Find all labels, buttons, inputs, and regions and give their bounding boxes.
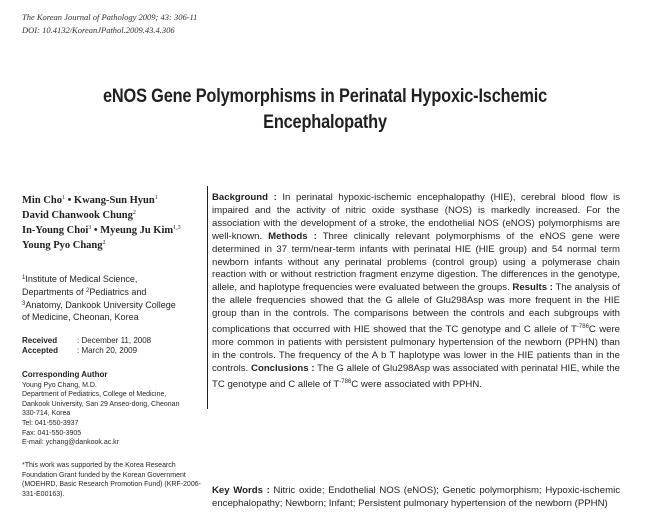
keywords [212, 485, 620, 511]
affiliation-line [22, 272, 212, 285]
author-affil-mark: 3 [88, 225, 92, 231]
funding-note: *This work was supported by the Korea Research Foundation Grant funded by the Korean Government (MOEHRD, Basic Research Promotion Fund) (KRF-2006-331-E00163). [22, 462, 201, 498]
background-label: Background : [212, 192, 277, 203]
background-text: In perinatal hypoxic-ischemic encephalopathy (HIE), cerebral blood flow is impaired and the activity of nitric oxide systhase (NOS) is markedly increased. For the association with the development of a stroke, the endothelial NOS (eNOS) polymorphisms are well-known. [212, 192, 620, 242]
keywords-text: Nitric oxide; Endothelial NOS (eNOS); Genetic polymorphism; Hypoxic-ischemic encephalopathy; Newborn; Infant; Persistent pulmonary hypertension of the newborn (PPHN) [212, 485, 620, 509]
corresponding-author [22, 370, 212, 448]
author-separator: • [64, 195, 74, 206]
article-title [80, 84, 570, 136]
affil-mark: 3 [22, 301, 26, 307]
author-line [22, 237, 212, 252]
author-name: Myeung Ju Kim [100, 225, 174, 236]
superscript: -786 [576, 324, 589, 331]
author-line [22, 207, 212, 222]
received-label: Received [22, 336, 58, 345]
abstract-divider [207, 186, 208, 409]
affil-text: Pediatrics and [89, 287, 147, 297]
author-affil-mark: 1,3 [173, 225, 181, 231]
affil-text: of Medicine, Cheonan, Korea [22, 312, 139, 322]
affiliation-line [22, 285, 212, 298]
journal-citation: The Korean Journal of Pathology 2009; 43: 306-11 [22, 12, 198, 22]
title-line-1: eNOS Gene Polymorphisms in Perinatal Hypoxic-Ischemic [102, 86, 548, 107]
author-affil-mark: 1 [154, 195, 158, 201]
corr-line: Young Pyo Chang, M.D. [22, 381, 97, 389]
corr-line: Department of Pediatrics, College of Medicine, [22, 391, 167, 399]
author-separator: • [91, 225, 101, 236]
title-line-2: Encephalopathy [263, 112, 387, 133]
corr-email: E-mail: ychang@dankook.ac.kr [22, 439, 119, 447]
author-line [22, 222, 212, 237]
conclusions-label: Conclusions : [251, 362, 315, 374]
journal-header [22, 11, 197, 37]
results-text: The analysis of the allele frequencies showed that the G allele of Glu298Asp was more frequent in the HIE group than in the controls. The comparisons between the controls and each subgroups with complications that occurred with HIE showed that the TC genotype and C allele of T [212, 282, 620, 336]
affiliation-line [22, 311, 212, 323]
author-affil-mark: 2 [102, 240, 106, 246]
keywords-label: Key Words : [212, 485, 270, 496]
corr-line: Fax: 041-550-3905 [22, 429, 82, 437]
accepted-label: Accepted [22, 346, 59, 355]
methods-label: Methods : [268, 230, 317, 242]
affil-text: Departments of [22, 287, 87, 297]
author-name: Min Cho [22, 195, 62, 206]
abstract [212, 192, 620, 392]
accepted-date [22, 346, 212, 356]
corr-line: Tel: 041-550-3937 [22, 419, 79, 427]
affil-text: Anatomy, Dankook University College [25, 300, 176, 310]
superscript: -786 [339, 378, 352, 385]
affil-mark: 1 [22, 275, 26, 281]
conclusions-text: The G allele of Glu298Asp was associated with perinatal HIE, while the TC genotype and C allele of T [212, 362, 620, 390]
author-name: Kwang-Sun Hyun [73, 195, 155, 206]
affiliations [22, 272, 212, 323]
article-dates [22, 336, 212, 356]
affil-text: Institute of Medical Science, [25, 274, 138, 284]
conclusions-text-cont: C were associated with PPHN. [351, 378, 482, 390]
author-list [22, 192, 212, 252]
author-affil-mark: 1 [61, 195, 65, 201]
affil-mark: 2 [86, 288, 90, 294]
methods-text: Three clinically relevant polymorphisms of the eNOS gene were determined in 37 term/near-term infants with perinatal HIE (HIE group) and 54 normal term newborn infants without any perinatal problems (control group) using a polymerase chain reaction with or without restriction fragment enzyme digestion. The differences in the genotype, allele, and haplotype frequencies were evaluated between the groups. [212, 230, 620, 294]
author-name: In-Young Choi [22, 225, 89, 236]
affiliation-line [22, 298, 212, 311]
author-name: David Chanwook Chung [22, 210, 133, 221]
corr-line: 330-714, Korea [22, 410, 71, 418]
corr-line: Dankook University, San 29 Anseo-dong, Cheonan [22, 400, 180, 408]
received-date [22, 336, 212, 346]
received-value: : December 11, 2008 [77, 336, 152, 345]
results-label: Results : [512, 282, 553, 294]
author-line [22, 192, 212, 207]
results-text-cont: C were more common in patients with persistent pulmonary hypertension of the newborn (PPHN) than in the controls. The frequency of the A b T haplotype was lower in the HIE patients than in the controls. [212, 324, 620, 374]
corresponding-heading: Corresponding Author [22, 370, 108, 379]
author-affil-mark: 2 [132, 210, 136, 216]
accepted-value: : March 20, 2009 [77, 346, 138, 355]
journal-doi: DOI: 10.4132/KoreanJPathol.2009.43.4.306 [22, 25, 175, 35]
author-name: Young Pyo Chang [22, 240, 103, 251]
